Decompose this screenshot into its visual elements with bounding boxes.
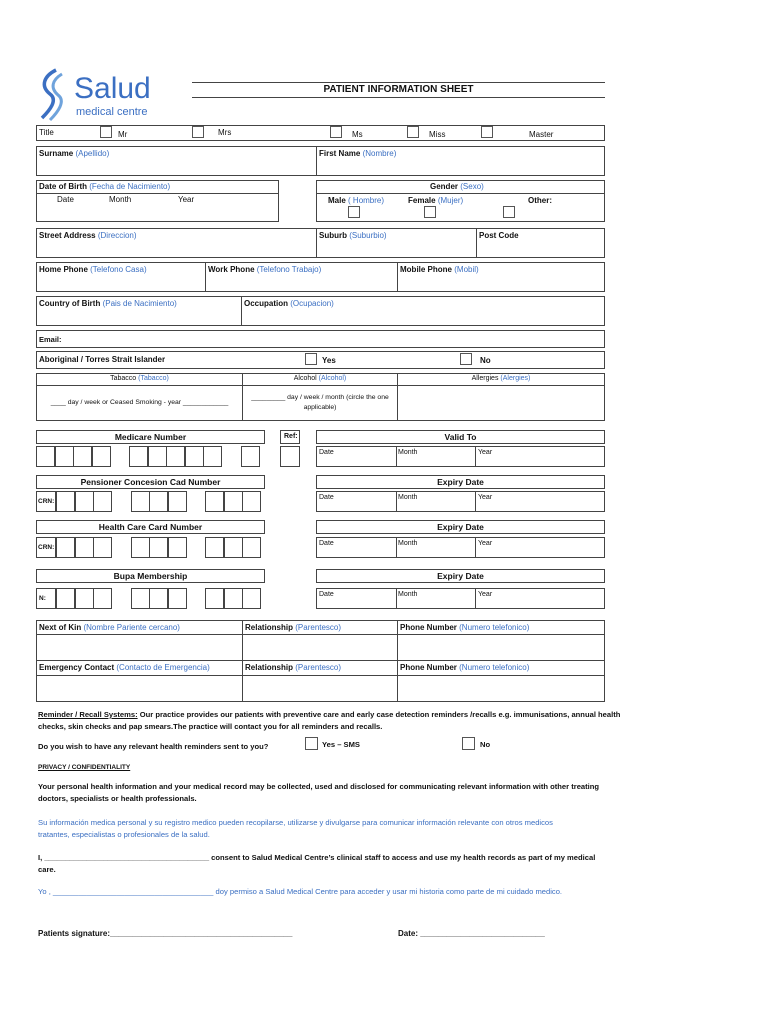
ms-checkbox[interactable] — [330, 126, 342, 138]
digit-cell[interactable] — [205, 491, 224, 512]
digit-cell[interactable] — [242, 537, 261, 558]
medicare-label: Medicare Number — [114, 432, 187, 442]
reminder-no-checkbox[interactable] — [462, 737, 475, 750]
privacy-en-1: Your personal health information and your medical record may be collected, used and disclosed for communicating relevant information with other treating — [38, 782, 600, 791]
digit-cell[interactable] — [224, 588, 243, 609]
pension-sep-1 — [396, 491, 397, 512]
female-checkbox[interactable] — [424, 206, 436, 218]
gender-divider — [316, 193, 605, 194]
bupa-expiry-input[interactable] — [316, 588, 605, 609]
mr-checkbox[interactable] — [100, 126, 112, 138]
valid-sep-2 — [475, 446, 476, 467]
digit-cell[interactable] — [92, 446, 111, 467]
digit-cell[interactable] — [168, 588, 187, 609]
reminder-yes-checkbox[interactable] — [305, 737, 318, 750]
dob-date: Date — [57, 195, 74, 204]
pension-label: Pensioner Concesion Cad Number — [80, 477, 221, 487]
digit-cell[interactable] — [149, 491, 168, 512]
health-month-label: Month — [398, 540, 418, 547]
medicare-date-label: Date — [319, 449, 334, 456]
health-year-label: Year — [478, 540, 493, 547]
street-label: Street Address (Direccion) — [39, 231, 137, 240]
digit-cell[interactable] — [148, 446, 167, 467]
aboriginal-label: Aboriginal / Torres Strait Islander — [39, 355, 166, 364]
nok-relationship-label: Relationship (Parentesco) — [245, 623, 342, 632]
female-label: Female (Mujer) — [408, 196, 464, 205]
medicare-number-cells[interactable] — [36, 446, 265, 467]
nok-phone-label: Phone Number (Numero telefonico) — [400, 623, 530, 632]
dob-year: Year — [178, 195, 195, 204]
health-sep-1 — [396, 537, 397, 558]
digit-cell[interactable] — [93, 491, 112, 512]
alcohol-divider — [242, 385, 398, 386]
postcode-label: Post Code — [479, 231, 519, 240]
logo-swirl-icon — [36, 68, 72, 122]
digit-cell[interactable] — [203, 446, 222, 467]
consent-es: Yo , ______________________________________ doy permiso a Salud Medical Centre para acceder y usar mi historia como parte de mi cuidado medico. — [38, 887, 563, 896]
ref-input[interactable] — [280, 446, 300, 467]
gender-label: Gender (Sexo) — [430, 182, 484, 191]
digit-cell[interactable] — [73, 446, 92, 467]
digit-cell[interactable] — [56, 491, 75, 512]
work-phone-label: Work Phone (Telefono Trabajo) — [208, 265, 322, 274]
mr-label: Mr — [118, 130, 128, 139]
dob-divider — [36, 193, 279, 194]
aboriginal-yes-label: Yes — [322, 356, 336, 365]
digit-cell[interactable] — [93, 537, 112, 558]
alcohol-line: _________ day / week / month (circle the one applicable) — [251, 394, 389, 411]
health-expiry-input[interactable] — [316, 537, 605, 558]
bupa-n-label: N: — [39, 595, 46, 602]
digit-cell[interactable] — [168, 537, 187, 558]
alcohol-label: Alcohol (Alcohol) — [293, 375, 347, 382]
digit-cell[interactable] — [224, 491, 243, 512]
occupation-label: Occupation (Ocupacion) — [244, 299, 334, 308]
master-label: Master — [529, 130, 554, 139]
pension-number-cells[interactable] — [56, 491, 265, 512]
consent-en-2: care. — [38, 865, 56, 874]
digit-cell[interactable] — [56, 588, 75, 609]
reminder-yes-label: Yes – SMS — [322, 740, 360, 749]
digit-cell[interactable] — [242, 491, 261, 512]
health-number-cells[interactable] — [56, 537, 265, 558]
pension-month-label: Month — [398, 494, 418, 501]
digit-cell[interactable] — [93, 588, 112, 609]
digit-cell[interactable] — [205, 537, 224, 558]
master-checkbox[interactable] — [481, 126, 493, 138]
emergency-phone-label: Phone Number (Numero telefonico) — [400, 663, 530, 672]
page-title: PATIENT INFORMATION SHEET — [323, 84, 474, 95]
pension-expiry-input[interactable] — [316, 491, 605, 512]
privacy-heading: PRIVACY / CONFIDENTIALITY — [38, 764, 131, 771]
consent-en-1: I, _______________________________________ consent to Salud Medical Centre’s clinical staff to access and use my health records as part of my medical — [38, 853, 596, 862]
digit-cell[interactable] — [241, 446, 260, 467]
country-label: Country of Birth (Pais de Nacimiento) — [39, 299, 177, 308]
mrs-label: Mrs — [218, 128, 232, 137]
pension-sep-2 — [475, 491, 476, 512]
bupa-year-label: Year — [478, 591, 493, 598]
pension-crn-label: CRN: — [38, 498, 55, 505]
valid-sep-1 — [396, 446, 397, 467]
male-label: Male ( Hombre) — [328, 196, 385, 205]
aboriginal-yes-checkbox[interactable] — [305, 353, 317, 365]
medicare-month-label: Month — [398, 449, 418, 456]
digit-cell[interactable] — [131, 491, 150, 512]
bupa-expiry-label: Expiry Date — [437, 571, 484, 581]
tobacco-line: ____ day / week or Ceased Smoking - year ____________ — [50, 399, 229, 406]
aboriginal-no-checkbox[interactable] — [460, 353, 472, 365]
health-date-label: Date — [319, 540, 334, 547]
digit-cell[interactable] — [149, 588, 168, 609]
surname-label: Surname (Apellido) — [39, 149, 110, 158]
reminder-text-2: checks, skin checks and pap smears.The practice will contact you for all reminders and recalls. — [38, 722, 383, 731]
signature-date-line[interactable]: Date: ____________________________ — [398, 929, 545, 938]
pension-year-label: Year — [478, 494, 493, 501]
bupa-label: Bupa Membership — [113, 571, 188, 581]
home-phone-label: Home Phone (Telefono Casa) — [39, 265, 147, 274]
health-expiry-label: Expiry Date — [437, 522, 484, 532]
suburb-label: Suburb (Suburbio) — [319, 231, 387, 240]
digit-cell[interactable] — [168, 491, 187, 512]
mobile-phone-label: Mobile Phone (Mobil) — [400, 265, 479, 274]
title-line-top — [192, 82, 605, 83]
digit-cell[interactable] — [75, 588, 94, 609]
pension-expiry-label: Expiry Date — [437, 477, 484, 487]
allergies-label: Allergies (Alergies) — [471, 375, 531, 382]
digit-cell[interactable] — [205, 588, 224, 609]
valid-to-label: Valid To — [444, 432, 477, 442]
digit-cell[interactable] — [242, 588, 261, 609]
brand-sub: medical centre — [76, 106, 148, 118]
miss-checkbox[interactable] — [407, 126, 419, 138]
digit-cell[interactable] — [75, 537, 94, 558]
medicare-year-label: Year — [478, 449, 493, 456]
reminder-text-1: Reminder / Recall Systems: Our practice provides our patients with preventive care and early case detection reminders /recalls e.g. immunisations, annual health — [38, 710, 621, 719]
medicare-valid-input[interactable] — [316, 446, 605, 467]
bupa-month-label: Month — [398, 591, 418, 598]
nok-label: Next of Kin (Nombre Pariente cercano) — [39, 623, 180, 632]
emergency-relationship-label: Relationship (Parentesco) — [245, 663, 342, 672]
digit-cell[interactable] — [56, 537, 75, 558]
digit-cell[interactable] — [36, 446, 55, 467]
reminder-question: Do you wish to have any relevant health reminders sent to you? — [38, 742, 269, 751]
bupa-date-label: Date — [319, 591, 334, 598]
bupa-number-cells[interactable] — [56, 588, 265, 609]
tobacco-label: Tabacco (Tabacco) — [110, 375, 169, 382]
male-checkbox[interactable] — [348, 206, 360, 218]
health-label: Health Care Card Number — [98, 522, 203, 532]
digit-cell[interactable] — [131, 537, 150, 558]
health-crn-label: CRN: — [38, 544, 55, 551]
emergency-label: Emergency Contact (Contacto de Emergencia) — [39, 663, 210, 672]
digit-cell[interactable] — [224, 537, 243, 558]
digit-cell[interactable] — [131, 588, 150, 609]
mrs-checkbox[interactable] — [192, 126, 204, 138]
privacy-es-1: Su información medica personal y su registro medico pueden recopilarse, utilizarse y divulgarse para comunicar información relevante con otros medicos — [38, 818, 553, 827]
brand-name: Salud — [74, 72, 151, 105]
digit-cell[interactable] — [185, 446, 204, 467]
other-label: Other: — [528, 196, 552, 205]
privacy-es-2: tratantes, especialistas o profesionales de la salud. — [38, 830, 210, 839]
digit-cell[interactable] — [129, 446, 148, 467]
bupa-sep-2 — [475, 588, 476, 609]
title-label: Title — [39, 128, 54, 137]
digit-cell[interactable] — [55, 446, 74, 467]
email-field[interactable] — [36, 330, 605, 348]
salud-logo — [36, 68, 176, 124]
digit-cell[interactable] — [166, 446, 185, 467]
aboriginal-no-label: No — [480, 356, 491, 365]
allergies-divider — [397, 385, 605, 386]
digit-cell[interactable] — [75, 491, 94, 512]
title-line-bottom — [192, 97, 605, 98]
digit-cell[interactable] — [149, 537, 168, 558]
patient-signature-line[interactable]: Patients signature:_________________________________________ — [38, 929, 293, 938]
tobacco-divider — [36, 385, 243, 386]
reminder-no-label: No — [480, 740, 491, 749]
ref-label: Ref: — [284, 433, 298, 440]
ms-label: Ms — [352, 130, 363, 139]
privacy-en-2: doctors, specialists or health professionals. — [38, 794, 197, 803]
bupa-sep-1 — [396, 588, 397, 609]
dob-month: Month — [109, 195, 132, 204]
other-checkbox[interactable] — [503, 206, 515, 218]
first-name-label: First Name (Nombre) — [319, 149, 397, 158]
health-sep-2 — [475, 537, 476, 558]
email-label: Email: — [39, 335, 62, 344]
dob-label: Date of Birth (Fecha de Nacimiento) — [39, 182, 171, 191]
pension-date-label: Date — [319, 494, 334, 501]
miss-label: Miss — [429, 130, 446, 139]
